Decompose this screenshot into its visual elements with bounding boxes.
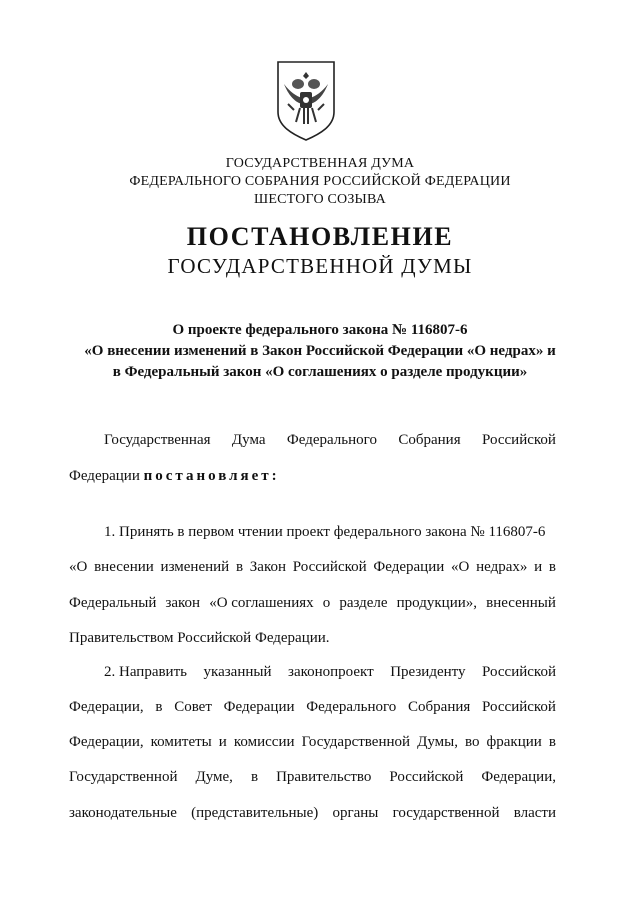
word: Федерации xyxy=(373,559,445,575)
word: Правительство xyxy=(276,769,372,785)
word: Собрания xyxy=(398,432,461,448)
word: комиссии xyxy=(233,734,295,750)
state-emblem-icon xyxy=(274,60,338,142)
item1-line-3 xyxy=(69,595,556,612)
item1-line-1: 1. Принять в первом чтении проект федерального закона № 116807-6 xyxy=(104,524,546,540)
word: недрах» xyxy=(476,559,528,575)
word: изменений xyxy=(160,559,230,575)
word: Федерации, xyxy=(69,699,144,715)
word: в xyxy=(235,559,244,575)
header-line-1: ГОСУДАРСТВЕННАЯ ДУМА xyxy=(225,156,415,171)
word: и xyxy=(218,734,227,750)
document-subtitle: ГОСУДАРСТВЕННОЙ ДУМЫ xyxy=(167,254,473,278)
document-title: ПОСТАНОВЛЕНИЕ xyxy=(186,222,454,251)
word: Президенту xyxy=(390,664,466,680)
item2-line-4 xyxy=(69,769,556,786)
word: о xyxy=(322,595,331,611)
word: Закон xyxy=(249,559,287,575)
word: Российской xyxy=(482,699,556,715)
word: внесенный xyxy=(486,595,556,611)
word: Российской xyxy=(292,559,367,575)
word: Федерации xyxy=(223,699,295,715)
preamble-line-1 xyxy=(104,432,556,449)
item2-line-2 xyxy=(69,699,556,716)
word: указанный xyxy=(203,664,272,680)
word: Думы, xyxy=(417,734,458,750)
resolves-emphasis: постановляет: xyxy=(143,468,280,484)
item2-line-5 xyxy=(69,805,556,822)
subject-line-3: в Федеральный закон «О соглашениях о разделе продукции» xyxy=(112,364,528,380)
word: и xyxy=(534,559,543,575)
word: органы xyxy=(332,805,379,821)
word: Государственной xyxy=(69,769,178,785)
word: законодательные xyxy=(69,805,177,821)
word: «О xyxy=(451,559,470,575)
word: (представительные) xyxy=(191,805,319,821)
subject-line-2: «О внесении изменений в Закон Российской Федерации «О недрах» и xyxy=(84,343,556,359)
word: государственной xyxy=(392,805,500,821)
item2-line-1 xyxy=(104,664,556,681)
word: Федерального xyxy=(286,432,377,448)
item1-line-2 xyxy=(69,559,556,576)
word: фракции xyxy=(486,734,542,750)
word: в xyxy=(548,559,556,575)
item2-line-3 xyxy=(69,734,556,751)
word: закон xyxy=(165,595,201,611)
word: Совет xyxy=(174,699,212,715)
header-line-2: ФЕДЕРАЛЬНОГО СОБРАНИЯ РОССИЙСКОЙ ФЕДЕРАЦИИ xyxy=(129,174,511,189)
word: Федерации xyxy=(69,468,140,484)
word: 2. Направить xyxy=(104,664,187,680)
word: разделе xyxy=(339,595,388,611)
word: продукции», xyxy=(396,595,478,611)
word: Государственная xyxy=(104,432,211,448)
word: законопроект xyxy=(288,664,374,680)
subject-line-1: О проекте федерального закона № 116807-6 xyxy=(172,322,468,338)
word: комитеты xyxy=(150,734,212,750)
word: в xyxy=(155,699,163,715)
word: в xyxy=(548,734,556,750)
word: во xyxy=(465,734,480,750)
word: внесении xyxy=(94,559,154,575)
preamble-line-2 xyxy=(69,468,556,485)
word: Российской xyxy=(482,432,556,448)
item1-line-4: Правительством Российской Федерации. xyxy=(69,630,330,646)
word: Российской xyxy=(389,769,464,785)
word: Федерации, xyxy=(69,734,144,750)
word: «О соглашениях xyxy=(209,595,314,611)
word: Федерального xyxy=(306,699,397,715)
word: в xyxy=(250,769,259,785)
header-line-3: ШЕСТОГО СОЗЫВА xyxy=(254,192,386,207)
word: Собрания xyxy=(408,699,471,715)
word: Федеральный xyxy=(69,595,157,611)
word: Российской xyxy=(482,664,556,680)
word: Федерации, xyxy=(481,769,556,785)
word: власти xyxy=(513,805,556,821)
word: Думе, xyxy=(195,769,233,785)
word: Государственной xyxy=(301,734,411,750)
word: Дума xyxy=(231,432,266,448)
word: «О xyxy=(69,559,88,575)
